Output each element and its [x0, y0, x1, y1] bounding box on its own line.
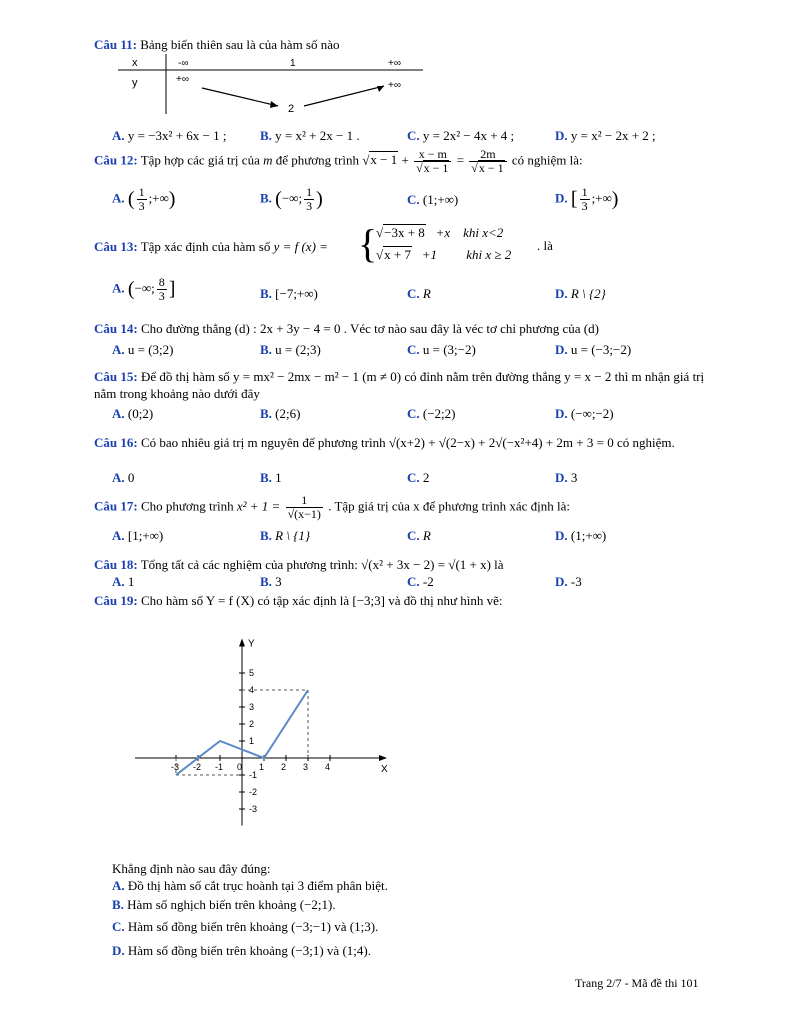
question-19: Câu 19: Cho hàm số Y = f (X) có tập xác định là [−3;3] và đồ thị như hình vẽ:: [94, 593, 503, 608]
y-tick-label: -2: [249, 787, 258, 797]
q11-option-a[interactable]: A. y = −3x² + 6x − 1 ;: [112, 128, 227, 143]
y-tick-label: -1: [249, 770, 258, 780]
q17-option-d[interactable]: D. (1;+∞): [555, 528, 607, 543]
table-x-plus-inf: +∞: [388, 58, 401, 69]
q14-option-d[interactable]: D. u = (−3;−2): [555, 342, 632, 357]
x-tick-label: 4: [325, 762, 331, 772]
q18-option-a[interactable]: A. 1: [112, 574, 135, 589]
q11-option-c[interactable]: C. y = 2x² − 4x + 4 ;: [407, 128, 515, 143]
y-axis-arrow: [239, 639, 245, 647]
q19-option-d[interactable]: D. Hàm số đồng biến trên khoảng (−3;1) và (1;4).: [112, 943, 371, 958]
q12-option-d[interactable]: D. [ $\frac{1}{3}$ ;+∞): [555, 185, 619, 213]
q18-option-c[interactable]: C. -2: [407, 574, 434, 589]
q15-option-b[interactable]: B. (2;6): [260, 406, 301, 421]
y-tick-label: 2: [249, 719, 255, 729]
q11-option-d[interactable]: D. y = x² − 2x + 2 ;: [555, 128, 656, 143]
q16-option-c[interactable]: C. 2: [407, 470, 430, 485]
function-graph: [118, 628, 408, 848]
table-y-right: +∞: [388, 80, 401, 91]
q14-option-c[interactable]: C. u = (3;−2): [407, 342, 476, 357]
question-14: Câu 14: Cho đường thẳng (d) : 2x + 3y − 4 = 0 . Véc tơ nào sau đây là véc tơ chỉ phương của (d): [94, 321, 599, 336]
q17-option-a[interactable]: A. [1;+∞): [112, 528, 164, 543]
q16-option-a[interactable]: A. 0: [112, 470, 135, 485]
x-tick-label: 3: [303, 762, 309, 772]
question-11: [94, 36, 714, 53]
q15-option-c[interactable]: C. (−2;2): [407, 406, 456, 421]
q15-option-a[interactable]: A. (0;2): [112, 406, 154, 421]
table-x-label: x: [132, 57, 138, 69]
y-tick-label: 5: [249, 668, 255, 678]
question-17: Câu 17: Cho phương trình x² + 1 = $\frac{1}{√(x-1)}$ . Tập giá trị của x để phương trình xác định là:: [94, 493, 571, 521]
question-12: Câu 12: Tập hợp các giá trị của m để phương trình √x − 1 + $\frac{x - m}{√x - 1}$ = $\frac{2m}{√x - 1}$ có nghiệm là:: [94, 147, 583, 175]
x-tick-label: 2: [281, 762, 287, 772]
q14-option-a[interactable]: A. u = (3;2): [112, 342, 174, 357]
q11-option-b[interactable]: B. y = x² + 2x − 1 .: [260, 128, 360, 143]
x-axis-arrow: [379, 755, 387, 761]
q12-option-a[interactable]: A. ( $\frac{1}{3}$ ;+∞): [112, 185, 176, 213]
q18-option-d[interactable]: D. -3: [555, 574, 582, 589]
q13-text-post: . là: [537, 238, 553, 253]
table-y-left: +∞: [176, 74, 189, 85]
x-tick-label: -3: [171, 762, 180, 772]
y-tick-label: 4: [249, 685, 255, 695]
q17-option-c[interactable]: C. R: [407, 528, 431, 543]
y-tick-label: -3: [249, 804, 258, 814]
axes: [135, 639, 387, 826]
q15-option-d[interactable]: D. (−∞;−2): [555, 406, 614, 421]
question-number: Câu 11:: [94, 37, 137, 52]
q19-option-b[interactable]: B. Hàm số nghịch biến trên khoảng (−2;1).: [112, 897, 336, 912]
x-tick-label: -2: [193, 762, 202, 772]
q12-option-c[interactable]: C. (1;+∞): [407, 192, 459, 207]
q19-intro: Khẳng định nào sau đây đúng:: [112, 861, 271, 876]
piecewise-cases: { √−3x + 8 +x khi x<2 √x + 7 +1 khi x ≥ 2: [358, 221, 512, 266]
table-y-label: y: [132, 77, 138, 89]
y-tick-label: 3: [249, 702, 255, 712]
question-15: Câu 15: Để đồ thị hàm số y = mx² − 2mx − m² − 1 (m ≠ 0) có đỉnh nằm trên đường thẳng y = x − 2 thì m nhận giá trị nằm trong khoảng nào dưới đây: [94, 369, 705, 401]
q16-option-b[interactable]: B. 1: [260, 470, 282, 485]
q16-option-d[interactable]: D. 3: [555, 470, 578, 485]
question-text: Bảng biến thiên sau là của hàm số nào: [140, 37, 340, 52]
q14-option-b[interactable]: B. u = (2;3): [260, 342, 321, 357]
x-axis-label: X: [381, 764, 388, 775]
q17-option-b[interactable]: B. R \ {1}: [260, 528, 311, 543]
q13-option-b[interactable]: B. [−7;+∞): [260, 286, 318, 301]
x-tick-label: -1: [215, 762, 224, 772]
q13-option-d[interactable]: D. R \ {2}: [555, 286, 606, 301]
question-18: Câu 18: Tổng tất cả các nghiệm của phương trình: √(x² + 3x − 2) = √(1 + x) là: [94, 557, 504, 572]
table-x-minus-inf: -∞: [178, 58, 189, 69]
table-x-one: 1: [290, 58, 296, 69]
q13-option-c[interactable]: C. R: [407, 286, 431, 301]
question-13: Câu 13: Tập xác định của hàm số y = f (x) =: [94, 239, 328, 254]
y-tick-label: 1: [249, 736, 255, 746]
q12-option-b[interactable]: B. (−∞; $\frac{1}{3}$ ): [260, 185, 323, 213]
variation-table: [118, 52, 428, 118]
q19-option-c[interactable]: C. Hàm số đồng biến trên khoảng (−3;−1) và (1;3).: [112, 919, 379, 934]
x-tick-label: 0: [237, 762, 243, 772]
question-16: Câu 16: Có bao nhiêu giá trị m nguyên để phương trình √(x+2) + √(2−x) + 2√(−x²+4) + 2m + 3 = 0 có nghiệm.: [94, 435, 675, 450]
y-axis-label: Y: [248, 638, 255, 650]
page-footer: Trang 2/7 - Mã đề thi 101: [575, 976, 699, 990]
table-y-min: 2: [288, 103, 295, 115]
x-tick-label: 1: [259, 762, 265, 772]
q19-option-a[interactable]: A. Đồ thị hàm số cắt trục hoành tại 3 điểm phân biệt.: [112, 878, 388, 893]
q13-option-a[interactable]: A. (−∞; $\frac{8}{3}$ ]: [112, 275, 176, 303]
q18-option-b[interactable]: B. 3: [260, 574, 282, 589]
